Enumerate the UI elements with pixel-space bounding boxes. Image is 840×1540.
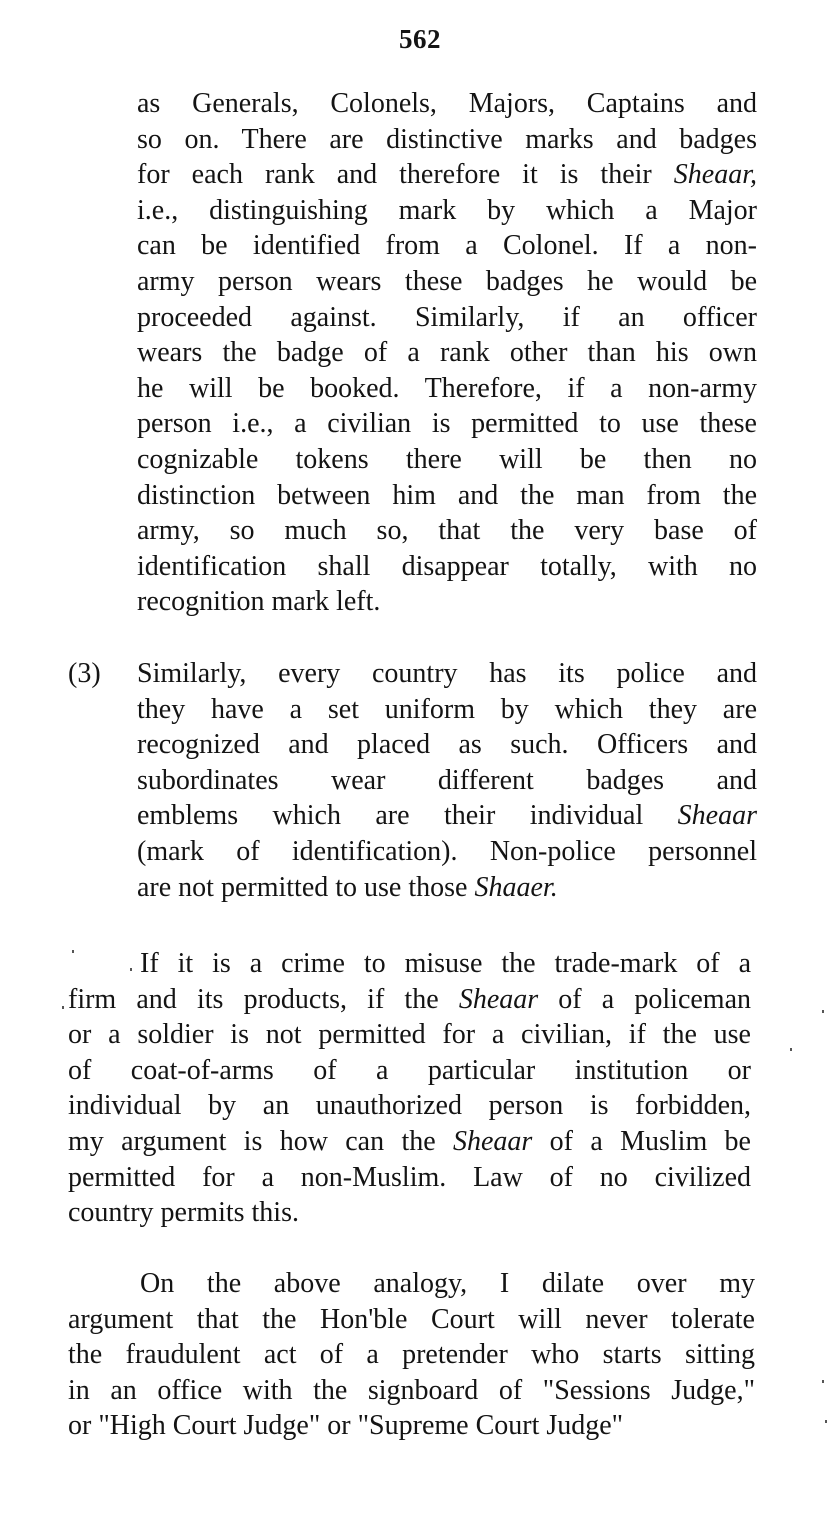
continuation-paragraph (137, 86, 757, 620)
text-line: recognition mark left. (137, 586, 381, 618)
text-line: person i.e., a civilian is permitted to use these (137, 408, 757, 440)
text-line: or a soldier is not permitted for a civilian, if the use (68, 1019, 751, 1051)
text-line: subordinates wear different badges and (137, 764, 757, 796)
text-line: If it is a crime to misuse the trade-mark of a (140, 948, 751, 979)
text-line: are not permitted to use those Shaaer. (137, 871, 558, 903)
list-item-number: (3) (68, 658, 101, 689)
text-line: for each rank and therefore it is their Sheaar, (137, 159, 757, 191)
text-line: army, so much so, that the very base of (137, 515, 757, 547)
text-line: can be identified from a Colonel. If a non- (137, 230, 757, 262)
text-line: proceeded against. Similarly, if an officer (137, 301, 757, 333)
paragraph-analogy (68, 1266, 755, 1444)
scan-speck (822, 1010, 824, 1013)
text-line: recognized and placed as such. Officers and (137, 729, 757, 761)
scan-speck (130, 968, 132, 971)
text-line: cognizable tokens there will be then no (137, 443, 757, 475)
text-line: distinction between him and the man from the (137, 479, 757, 511)
text-line: identification shall disappear totally, with no (137, 550, 757, 582)
text-line: On the above analogy, I dilate over my (140, 1268, 755, 1299)
text-line: country permits this. (68, 1197, 299, 1229)
text-line: of coat-of-arms of a particular institution or (68, 1054, 751, 1086)
text-line: my argument is how can the Sheaar of a Muslim be (68, 1125, 751, 1157)
text-line: army person wears these badges he would be (137, 265, 757, 297)
text-line: the fraudulent act of a pretender who starts sitting (68, 1339, 755, 1371)
page-number: 562 (399, 24, 441, 54)
text-line: they have a set uniform by which they are (137, 693, 757, 725)
text-line: so on. There are distinctive marks and badges (137, 123, 757, 155)
text-line: wears the badge of a rank other than his own (137, 337, 757, 369)
scan-speck (822, 1380, 824, 1383)
text-line: firm and its products, if the Sheaar of a policeman (68, 983, 752, 1015)
scan-speck (790, 1048, 792, 1051)
text-line: i.e., distinguishing mark by which a Major (137, 194, 757, 226)
paragraph-trademark-argument (68, 946, 751, 1231)
scan-speck (825, 1420, 827, 1423)
text-line: Similarly, every country has its police and (137, 658, 757, 689)
text-line: argument that the Hon'ble Court will never tolerate (68, 1303, 755, 1335)
text-line: as Generals, Colonels, Majors, Captains and (137, 88, 757, 119)
scan-speck (62, 1006, 64, 1009)
text-line: emblems which are their individual Sheaar (137, 800, 757, 832)
scan-speck (72, 950, 74, 953)
text-line: (mark of identification). Non-police personnel (137, 835, 757, 867)
text-line: permitted for a non-Muslim. Law of no civilized (68, 1161, 751, 1193)
text-line: he will be booked. Therefore, if a non-army (137, 372, 757, 404)
list-item-3-text (137, 656, 757, 905)
text-line: in an office with the signboard of "Sessions Judge," (68, 1374, 755, 1406)
text-line: individual by an unauthorized person is forbidden, (68, 1090, 751, 1122)
text-line: or "High Court Judge" or "Supreme Court Judge" (68, 1410, 624, 1442)
